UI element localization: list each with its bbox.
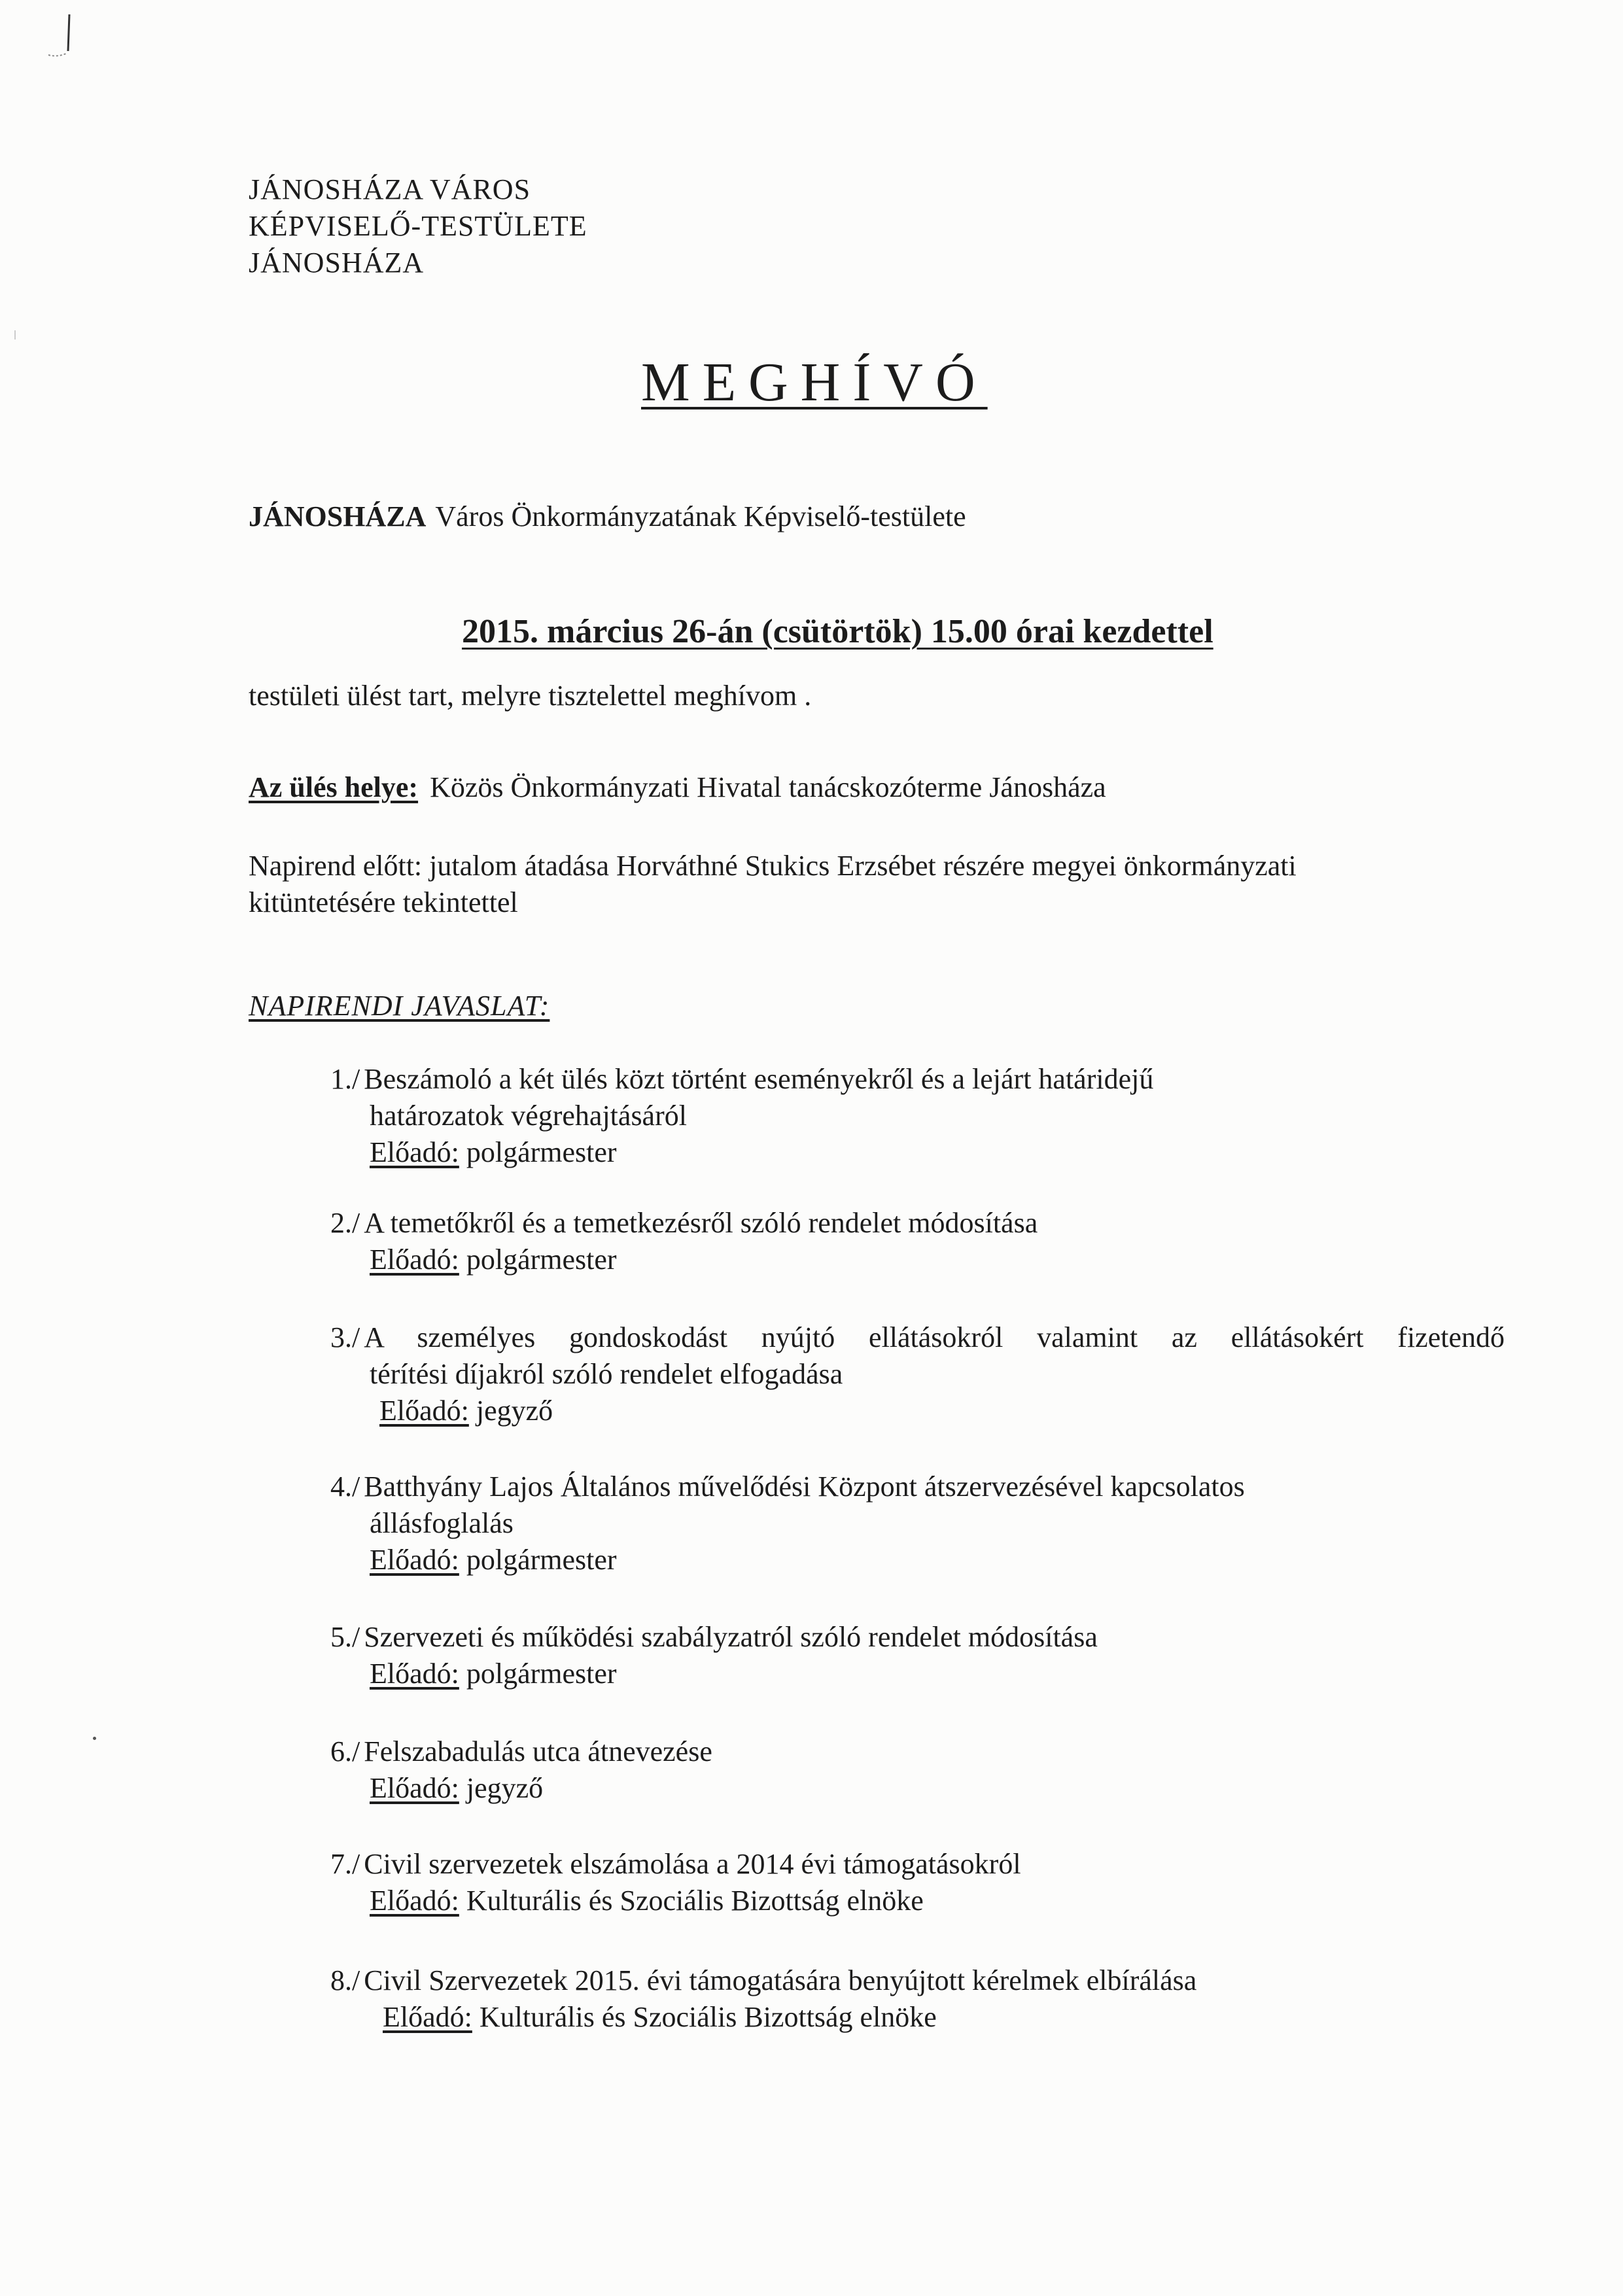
scan-artifact xyxy=(14,330,16,339)
presenter-label: Előadó: xyxy=(370,1885,459,1917)
presenter-name: Kulturális és Szociális Bizottság elnöke xyxy=(466,1885,924,1917)
presenter-name: Kulturális és Szociális Bizottság elnöke xyxy=(479,2001,937,2033)
presenter-name: polgármester xyxy=(466,1244,617,1276)
invite-text: testületi ülést tart, melyre tisztelettel meghívom . xyxy=(249,680,812,712)
item-number: 5./ xyxy=(330,1621,360,1653)
scan-dot xyxy=(93,1737,96,1740)
agenda-item xyxy=(330,1962,1196,2036)
place-label: Az ülés helye: xyxy=(249,771,419,803)
meeting-date: 2015. március 26-án (csütörtök) 15.00 órai kezdettel xyxy=(462,613,1213,650)
agenda-heading: NAPIRENDI JAVASLAT: xyxy=(249,990,550,1022)
item-text: Felszabadulás utca átnevezése xyxy=(364,1735,712,1767)
presenter-name: jegyző xyxy=(466,1772,544,1804)
item-text: A temetőkről és a temetkezésről szóló rendelet módosítása xyxy=(364,1207,1038,1239)
agenda-item xyxy=(330,1319,1505,1429)
item-text: Civil Szervezetek 2015. évi támogatására benyújtott kérelmek elbírálása xyxy=(364,1964,1197,1996)
header-line-1: JÁNOSHÁZA VÁROS xyxy=(249,173,531,205)
presenter-name: jegyző xyxy=(476,1395,553,1427)
header-line-2: KÉPVISELŐ-TESTÜLETE xyxy=(249,210,587,242)
presenter-name: polgármester xyxy=(466,1544,617,1576)
item-text: Szervezeti és működési szabályzatról szóló rendelet módosítása xyxy=(364,1621,1098,1653)
item-presenter xyxy=(330,1999,1196,2036)
item-number: 4./ xyxy=(330,1470,360,1503)
agenda-item xyxy=(330,1619,1098,1692)
item-text: A személyes gondoskodást nyújtó ellátásokról valamint az ellátásokért fizetendő xyxy=(364,1321,1505,1353)
presenter-label: Előadó: xyxy=(383,2001,472,2033)
presenter-label: Előadó: xyxy=(370,1772,459,1804)
item-presenter xyxy=(330,1542,1245,1578)
pen-mark xyxy=(46,12,80,58)
agenda-item xyxy=(330,1469,1245,1578)
item-number: 1./ xyxy=(330,1063,360,1095)
issuer-header xyxy=(249,171,587,281)
presenter-name: polgármester xyxy=(466,1658,617,1690)
item-number: 7./ xyxy=(330,1848,360,1880)
item-presenter xyxy=(330,1393,1505,1429)
agenda-item xyxy=(330,1205,1038,1278)
presenter-label: Előadó: xyxy=(370,1544,459,1576)
item-number: 6./ xyxy=(330,1735,360,1767)
item-presenter xyxy=(330,1883,1021,1919)
item-presenter xyxy=(330,1770,712,1807)
item-text: Batthyány Lajos Általános művelődési Központ átszervezésével kapcsolatos xyxy=(364,1470,1245,1503)
item-presenter xyxy=(330,1242,1038,1278)
document-title: MEGHÍVÓ xyxy=(641,352,988,413)
item-text-cont: állásfoglalás xyxy=(370,1507,514,1539)
presenter-name: polgármester xyxy=(466,1136,617,1168)
agenda-item xyxy=(330,1061,1153,1171)
meeting-place xyxy=(249,769,1106,806)
item-presenter xyxy=(330,1656,1098,1692)
presenter-label: Előadó: xyxy=(370,1658,459,1690)
intro-rest: Város Önkormányzatának Képviselő-testülete xyxy=(435,500,966,532)
presenter-label: Előadó: xyxy=(379,1395,469,1427)
item-number: 3./ xyxy=(330,1321,360,1353)
place-value: Közös Önkormányzati Hivatal tanácskozóterme Jánosháza xyxy=(430,771,1106,803)
agenda-item xyxy=(330,1733,712,1807)
presenter-label: Előadó: xyxy=(370,1136,459,1168)
item-text: Civil szervezetek elszámolása a 2014 évi támogatásokról xyxy=(364,1848,1021,1880)
item-text-cont: térítési díjakról szóló rendelet elfogadása xyxy=(370,1358,843,1390)
preface-note: Napirend előtt: jutalom átadása Horváthné Stukics Erzsébet részére megyei önkormányzati kitüntetésére tekintettel xyxy=(249,850,1297,918)
item-text-cont: határozatok végrehajtásáról xyxy=(370,1100,687,1132)
item-presenter xyxy=(330,1134,1153,1171)
item-number: 8./ xyxy=(330,1964,360,1996)
intro-bold: JÁNOSHÁZA xyxy=(249,500,427,532)
presenter-label: Előadó: xyxy=(370,1244,459,1276)
header-line-3: JÁNOSHÁZA xyxy=(249,247,425,279)
item-text: Beszámoló a két ülés közt történt eseményekről és a lejárt határidejű xyxy=(364,1063,1154,1095)
intro-line xyxy=(249,498,966,535)
item-number: 2./ xyxy=(330,1207,360,1239)
agenda-item xyxy=(330,1846,1021,1919)
